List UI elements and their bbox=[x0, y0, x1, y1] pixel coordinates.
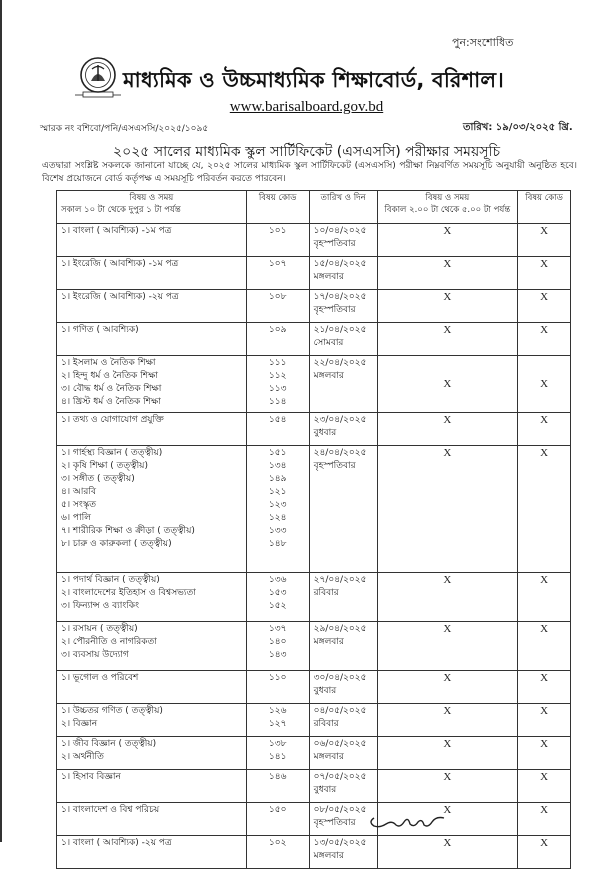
subject-code: ১৩৮ bbox=[268, 739, 287, 749]
morning-subjects-cell bbox=[57, 413, 247, 446]
morning-subjects-cell bbox=[57, 704, 247, 737]
exam-date: ২২/০৪/২০২৫ bbox=[313, 358, 367, 368]
subject-name: ১। তথ্য ও যোগাযোগ প্রযুক্তি bbox=[61, 415, 164, 425]
issue-date: তারিখ: ১৯/০৩/২০২৫ খ্রি. bbox=[463, 122, 573, 133]
subject-code: ১১০ bbox=[268, 673, 287, 683]
subject-name: ৬। পালি bbox=[61, 513, 91, 523]
schedule-row bbox=[57, 573, 571, 622]
schedule-row bbox=[57, 671, 571, 704]
exam-date: ০৮/০৫/২০২৫ bbox=[313, 805, 367, 815]
subject-name: ১। জীব বিজ্ঞান ( তত্ত্বীয়) bbox=[61, 739, 157, 749]
subject-code-cell bbox=[246, 356, 309, 413]
schedule-row bbox=[57, 803, 571, 836]
subject-name: ১। গণিত ( আবশ্যিক) bbox=[61, 325, 139, 335]
subject-name: ১। হিসাব বিজ্ঞান bbox=[61, 772, 121, 782]
date-day-cell bbox=[309, 446, 377, 573]
board-name: মাধ্যমিক ও উচ্চমাধ্যমিক শিক্ষাবোর্ড, বরিশাল। bbox=[123, 68, 504, 92]
exam-date: ২৭/০৪/২০২৫ bbox=[313, 575, 367, 585]
afternoon-code-cell: X bbox=[518, 803, 571, 836]
subject-name: ১। রসায়ন ( তত্ত্বীয়) bbox=[61, 624, 138, 634]
subject-name: ৭। শারীরিক শিক্ষা ও ক্রীড়া ( তত্ত্বীয়) bbox=[61, 526, 195, 536]
afternoon-subject-cell: X bbox=[377, 257, 518, 290]
subject-name: ১। বাংলা ( আবশ্যিক) -১ম পত্র bbox=[61, 226, 172, 236]
date-day-cell bbox=[309, 704, 377, 737]
afternoon-subject-cell: X bbox=[377, 737, 518, 770]
date-day-cell bbox=[309, 573, 377, 622]
board-website-link[interactable]: www.barisalboard.gov.bd bbox=[229, 99, 384, 115]
afternoon-subject-cell: X bbox=[377, 290, 518, 323]
subject-code: ১২৪ bbox=[268, 513, 287, 523]
exam-day: মঙ্গলবার bbox=[313, 851, 344, 861]
date-day-cell bbox=[309, 770, 377, 803]
subject-name: ১। বাংলা ( আবশ্যিক) -২য় পত্র bbox=[61, 838, 172, 848]
afternoon-code-cell: X bbox=[518, 224, 571, 257]
schedule-row bbox=[57, 770, 571, 803]
subject-code: ১২১ bbox=[268, 487, 287, 497]
exam-day: রবিবার bbox=[313, 719, 339, 729]
date-day-cell bbox=[309, 356, 377, 413]
subject-code-cell bbox=[246, 290, 309, 323]
exam-date: ৩০/০৪/২০২৫ bbox=[313, 673, 367, 683]
date-day-cell bbox=[309, 671, 377, 704]
date-day-cell bbox=[309, 836, 377, 869]
subject-code: ১২৬ bbox=[268, 706, 287, 716]
exam-day: বৃহস্পতিবার bbox=[313, 818, 356, 828]
subject-code-cell bbox=[246, 770, 309, 803]
subject-code: ১০৭ bbox=[268, 259, 287, 269]
afternoon-subject-cell: X bbox=[377, 356, 518, 413]
subject-name: ২। বাংলাদেশের ইতিহাস ও বিশ্বসভ্যতা bbox=[61, 588, 196, 598]
revision-note: পুন:সংশোধিত bbox=[452, 36, 514, 49]
letterhead bbox=[75, 55, 504, 101]
afternoon-code-cell: X bbox=[518, 446, 571, 573]
subject-name: ৩। বৌদ্ধ ধর্ম ও নৈতিক শিক্ষা bbox=[61, 384, 162, 394]
subject-code-cell bbox=[246, 224, 309, 257]
subject-name: ৮। চারু ও কারুকলা ( তত্ত্বীয়) bbox=[61, 539, 172, 549]
subject-code: ১৩৩ bbox=[268, 526, 287, 536]
subject-code-cell bbox=[246, 323, 309, 356]
subject-name: ২। কৃষি শিক্ষা ( তত্ত্বীয়) bbox=[61, 461, 148, 471]
exam-date: ১৭/০৪/২০২৫ bbox=[313, 292, 367, 302]
subject-code: ১০২ bbox=[268, 838, 287, 848]
date-day-cell bbox=[309, 224, 377, 257]
subject-code: ১৪৮ bbox=[268, 539, 287, 549]
subject-code: ১৪৩ bbox=[268, 650, 287, 660]
subject-code: ১১২ bbox=[268, 371, 287, 381]
afternoon-code-cell: X bbox=[518, 704, 571, 737]
subject-code: ১৫২ bbox=[268, 601, 287, 611]
subject-code-cell bbox=[246, 803, 309, 836]
header-afternoon-code: বিষয় কোড bbox=[518, 191, 571, 224]
subject-name: ৫। সংস্কৃত bbox=[61, 500, 96, 510]
subject-name: ১। বাংলাদেশ ও বিশ্ব পরিচয় bbox=[61, 805, 160, 815]
exam-day: রবিবার bbox=[313, 588, 339, 598]
subject-code: ১৩৪ bbox=[268, 461, 287, 471]
morning-subjects-cell bbox=[57, 356, 247, 413]
subject-name: ৪। আরবি bbox=[61, 487, 96, 497]
exam-day: বৃহস্পতিবার bbox=[313, 461, 356, 471]
schedule-row bbox=[57, 323, 571, 356]
subject-code-cell bbox=[246, 671, 309, 704]
subject-code: ১৫০ bbox=[268, 805, 287, 815]
subject-name: ১। উচ্চতর গণিত ( তত্ত্বীয়) bbox=[61, 706, 163, 716]
schedule-row bbox=[57, 737, 571, 770]
afternoon-subject-cell: X bbox=[377, 573, 518, 622]
subject-code: ১৫১ bbox=[268, 448, 287, 458]
morning-subjects-cell bbox=[57, 446, 247, 573]
subject-name: ৩। ফিন্যান্স ও ব্যাংকিং bbox=[61, 601, 139, 611]
subject-code: ১৩৬ bbox=[268, 575, 287, 585]
subject-code: ১২৭ bbox=[268, 719, 287, 729]
header-afternoon-time: বিকাল ২.০০ টা থেকে ৫.০০ টা পর্যন্ত bbox=[384, 205, 511, 215]
morning-subjects-cell bbox=[57, 323, 247, 356]
subject-name: ১। ইসলাম ও নৈতিক শিক্ষা bbox=[61, 358, 156, 368]
subject-name: ১। ভূগোল ও পরিবেশ bbox=[61, 673, 139, 683]
afternoon-subject-cell: X bbox=[377, 803, 518, 836]
date-day-cell bbox=[309, 413, 377, 446]
header-date-day: তারিখ ও দিন bbox=[309, 191, 377, 224]
subject-code-cell bbox=[246, 836, 309, 869]
table-header-row bbox=[57, 191, 571, 224]
afternoon-code-cell: X bbox=[518, 622, 571, 671]
document-title: ২০২৫ সালের মাধ্যমিক স্কুল সার্টিফিকেট (এসএসসি) পরীক্ষার সময়সূচি bbox=[112, 144, 501, 160]
exam-date: ০৬/০৫/২০২৫ bbox=[313, 739, 367, 749]
subject-code-cell bbox=[246, 573, 309, 622]
afternoon-subject-cell: X bbox=[377, 836, 518, 869]
afternoon-code-cell: X bbox=[518, 737, 571, 770]
subject-code: ১৪৬ bbox=[268, 772, 287, 782]
exam-date: ২৪/০৪/২০২৫ bbox=[313, 448, 367, 458]
header-subject-code: বিষয় কোড bbox=[246, 191, 309, 224]
morning-subjects-cell bbox=[57, 224, 247, 257]
exam-date: ২৩/০৪/২০২৫ bbox=[313, 415, 367, 425]
date-day-cell bbox=[309, 290, 377, 323]
subject-name: ৩। ব্যবসায় উদ্যোগ bbox=[61, 650, 129, 660]
subject-code-cell bbox=[246, 622, 309, 671]
exam-day: মঙ্গলবার bbox=[313, 272, 344, 282]
subject-code-cell bbox=[246, 737, 309, 770]
afternoon-subject-cell: X bbox=[377, 704, 518, 737]
morning-subjects-cell bbox=[57, 622, 247, 671]
exam-day: বৃহস্পতিবার bbox=[313, 239, 356, 249]
subject-code: ১৩৭ bbox=[268, 624, 287, 634]
afternoon-code-cell: X bbox=[518, 413, 571, 446]
schedule-row bbox=[57, 413, 571, 446]
board-emblem-icon bbox=[75, 55, 121, 101]
header-morning-subject-label: বিষয় ও সময় bbox=[129, 193, 174, 203]
exam-day: বুধবার bbox=[313, 785, 337, 795]
subject-code: ১০১ bbox=[268, 226, 287, 236]
exam-date: ০৭/০৫/২০২৫ bbox=[313, 772, 367, 782]
afternoon-code-cell: X bbox=[518, 770, 571, 803]
morning-subjects-cell bbox=[57, 290, 247, 323]
exam-day: মঙ্গলবার bbox=[313, 637, 344, 647]
schedule-row bbox=[57, 356, 571, 413]
afternoon-code-cell: X bbox=[518, 671, 571, 704]
schedule-row bbox=[57, 704, 571, 737]
exam-day: বুধবার bbox=[313, 428, 337, 438]
exam-day: সোমবার bbox=[313, 338, 344, 348]
subject-name: ১। পদার্থ বিজ্ঞান ( তত্ত্বীয়) bbox=[61, 575, 160, 585]
morning-subjects-cell bbox=[57, 803, 247, 836]
exam-date: ১৫/০৪/২০২৫ bbox=[313, 259, 367, 269]
afternoon-subject-cell: X bbox=[377, 770, 518, 803]
exam-day: মঙ্গলবার bbox=[313, 752, 344, 762]
header-afternoon-subject-label: বিষয় ও সময় bbox=[425, 193, 470, 203]
date-day-cell bbox=[309, 622, 377, 671]
page-edge bbox=[0, 0, 2, 842]
subject-name: ২। বিজ্ঞান bbox=[61, 719, 98, 729]
subject-code-cell bbox=[246, 704, 309, 737]
subject-name: ২। অর্থনীতি bbox=[61, 752, 104, 762]
afternoon-code-cell: X bbox=[518, 323, 571, 356]
subject-name: ১। ইংরেজি ( আবশ্যিক) -১ম পত্র bbox=[61, 259, 179, 269]
subject-name: ৪। খ্রিস্ট ধর্ম ও নৈতিক শিক্ষা bbox=[61, 397, 161, 407]
subject-name: ২। পৌরনীতি ও নাগরিকতা bbox=[61, 637, 157, 647]
exam-day: মঙ্গলবার bbox=[313, 371, 344, 381]
date-day-cell bbox=[309, 323, 377, 356]
morning-subjects-cell bbox=[57, 573, 247, 622]
morning-subjects-cell bbox=[57, 737, 247, 770]
afternoon-code-cell: X bbox=[518, 290, 571, 323]
afternoon-subject-cell: X bbox=[377, 446, 518, 573]
subject-code-cell bbox=[246, 257, 309, 290]
afternoon-subject-cell: X bbox=[377, 413, 518, 446]
afternoon-subject-cell: X bbox=[377, 671, 518, 704]
handwritten-signature-icon bbox=[366, 812, 446, 832]
exam-date: ২১/০৪/২০২৫ bbox=[313, 325, 367, 335]
subject-code: ১২৩ bbox=[268, 500, 287, 510]
schedule-row bbox=[57, 257, 571, 290]
subject-code: ১১৩ bbox=[268, 384, 287, 394]
subject-code: ১৪৯ bbox=[268, 474, 287, 484]
afternoon-code-cell: X bbox=[518, 257, 571, 290]
afternoon-subject-cell: X bbox=[377, 323, 518, 356]
subject-code-cell bbox=[246, 413, 309, 446]
subject-code: ১০৯ bbox=[268, 325, 287, 335]
morning-subjects-cell bbox=[57, 836, 247, 869]
memo-number: স্মারক নং বশিবো/পনি/এসএসসি/২০২৫/১০৯৫ bbox=[40, 124, 209, 134]
afternoon-subject-cell: X bbox=[377, 622, 518, 671]
subject-code: ১৫৪ bbox=[268, 415, 287, 425]
exam-date: ১৩/০৫/২০২৫ bbox=[313, 838, 367, 848]
subject-code: ১০৮ bbox=[268, 292, 287, 302]
subject-name: ৩। সঙ্গীত ( তত্ত্বীয়) bbox=[61, 474, 135, 484]
subject-code: ১৪১ bbox=[268, 752, 287, 762]
schedule-row bbox=[57, 290, 571, 323]
afternoon-code-cell: X bbox=[518, 356, 571, 413]
schedule-row bbox=[57, 836, 571, 869]
subject-name: ১। গার্হস্থ্য বিজ্ঞান ( তত্ত্বীয়) bbox=[61, 448, 163, 458]
subject-name: ২। হিন্দু ধর্ম ও নৈতিক শিক্ষা bbox=[61, 371, 159, 381]
subject-code: ১৫৩ bbox=[268, 588, 287, 598]
morning-subjects-cell bbox=[57, 770, 247, 803]
subject-code: ১৪০ bbox=[268, 637, 287, 647]
exam-day: বুধবার bbox=[313, 686, 337, 696]
date-day-cell bbox=[309, 257, 377, 290]
schedule-row bbox=[57, 446, 571, 573]
subject-code: ১১৪ bbox=[268, 397, 287, 407]
morning-subjects-cell bbox=[57, 257, 247, 290]
subject-code-cell bbox=[246, 446, 309, 573]
intro-paragraph: এতদ্বারা সংশ্লিষ্ট সকলকে জানানো যাচ্ছে যে, ২০২৫ সালের মাধ্যমিক স্কুল সার্টিফিকেট (এসএসসি) পরীক্ষা নিম্নবর্ণিত সময়সূচি অনুযায়ী অনুষ্ঠিত হবে। বিশেষ প্রয়োজনে বোর্ড কর্তৃপক্ষ এ সময়সূচি পরিবর্তন করতে পারবেন। bbox=[42, 161, 577, 184]
afternoon-code-cell: X bbox=[518, 573, 571, 622]
exam-date: ২৯/০৪/২০২৫ bbox=[313, 624, 367, 634]
subject-name: ১। ইংরেজি ( আবশ্যিক) -২য় পত্র bbox=[61, 292, 179, 302]
exam-date: ১০/০৪/২০২৫ bbox=[313, 226, 367, 236]
exam-schedule-table bbox=[56, 190, 571, 869]
morning-subjects-cell bbox=[57, 671, 247, 704]
schedule-row bbox=[57, 224, 571, 257]
header-morning-time: সকাল ১০ টা থেকে দুপুর ১ টা পর্যন্ত bbox=[61, 205, 181, 215]
header-afternoon-subject bbox=[377, 191, 518, 224]
date-day-cell bbox=[309, 737, 377, 770]
exam-date: ০৪/০৫/২০২৫ bbox=[313, 706, 367, 716]
exam-day: বৃহস্পতিবার bbox=[313, 305, 356, 315]
afternoon-code-cell: X bbox=[518, 836, 571, 869]
subject-code: ১১১ bbox=[268, 358, 287, 368]
header-morning-subject bbox=[57, 191, 247, 224]
schedule-row bbox=[57, 622, 571, 671]
afternoon-subject-cell: X bbox=[377, 224, 518, 257]
